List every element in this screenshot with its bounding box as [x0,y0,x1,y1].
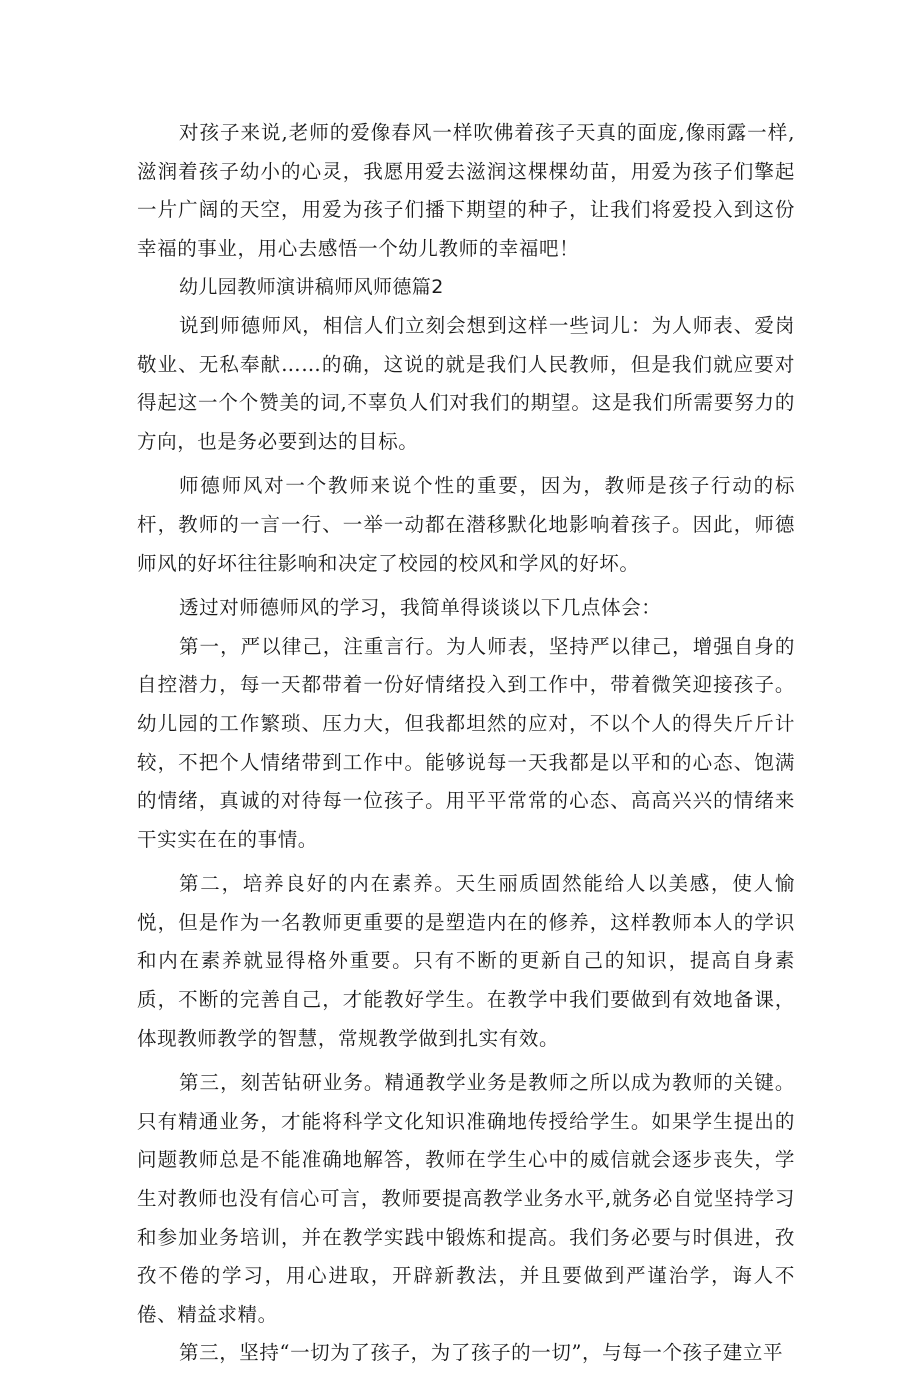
paragraph-point-two: 第二，培养良好的内在素养。天生丽质固然能给人以美感，使人愉悦，但是作为一名教师更重要的是塑造内在的修养，这样教师本人的学识和内在素养就显得格外重要。只有不断的更新自己的知识，提高自身素质，不断的完善自己，才能教好学生。在教学中我们要做到有效地备课，体现教师教学的智慧，常规教学做到扎实有效。 [137,872,795,1050]
paragraph-closing-previous-speech: 对孩子来说,老师的爱像春风一样吹佛着孩子天真的面庞,像雨露一样,滋润着孩子幼小的心灵，我愿用爱去滋润这棵棵幼苗，用爱为孩子们擎起一片广阔的天空，用爱为孩子们播下期望的种子，让我们将爱投入到这份幸福的事业，用心去感悟一个幼儿教师的幸福吧！ [137,121,795,260]
paragraph-intro: 说到师德师风，相信人们立刻会想到这样一些词儿：为人师表、爱岗敬业、无私奉献……的确，这说的就是我们人民教师，但是我们就应要对得起这一个个赞美的词,不辜负人们对我们的期望。这是我们所需要努力的方向，也是务必要到达的目标。 [137,313,795,453]
paragraph-lead-in: 透过对师德师风的学习，我简单得谈谈以下几点体会： [179,596,662,620]
paragraph-point-one: 第一，严以律己，注重言行。为人师表，坚持严以律己，增强自身的自控潜力，每一天都带着一份好情绪投入到工作中，带着微笑迎接孩子。幼儿园的工作繁琐、压力大，但我都坦然的应对，不以个人的得失斤斤计较，不把个人情绪带到工作中。能够说每一天我都是以平和的心态、饱满的情绪，真诚的对待每一位孩子。用平平常常的心态、高高兴兴的情绪来干实实在在的事情。 [137,634,795,851]
paragraph-point-three: 第三，刻苦钻研业务。精通教学业务是教师之所以成为教师的关键。只有精通业务，才能将科学文化知识准确地传授给学生。如果学生提出的问题教师总是不能准确地解答，教师在学生心中的威信就会逐步丧失，学生对教师也没有信心可言，教师要提高教学业务水平,就务必自觉坚持学习和参加业务培训，并在教学实践中锻炼和提高。我们务必要与时俱进，孜孜不倦的学习，用心进取，开辟新教法，并且要做到严谨治学，诲人不倦、精益求精。 [137,1071,795,1326]
section-heading: 幼儿园教师演讲稿师风师德篇2 [179,276,444,299]
paragraph-importance: 师德师风对一个教师来说个性的重要，因为，教师是孩子行动的标杆，教师的一言一行、一举一动都在潜移默化地影响着孩子。因此，师德师风的好坏往往影响和决定了校园的校风和学风的好坏。 [137,474,795,575]
document-body [137,114,795,1373]
paragraph-point-four: 第三，坚持“一切为了孩子，为了孩子的一切”，与每一个孩子建立平 [179,1341,784,1365]
